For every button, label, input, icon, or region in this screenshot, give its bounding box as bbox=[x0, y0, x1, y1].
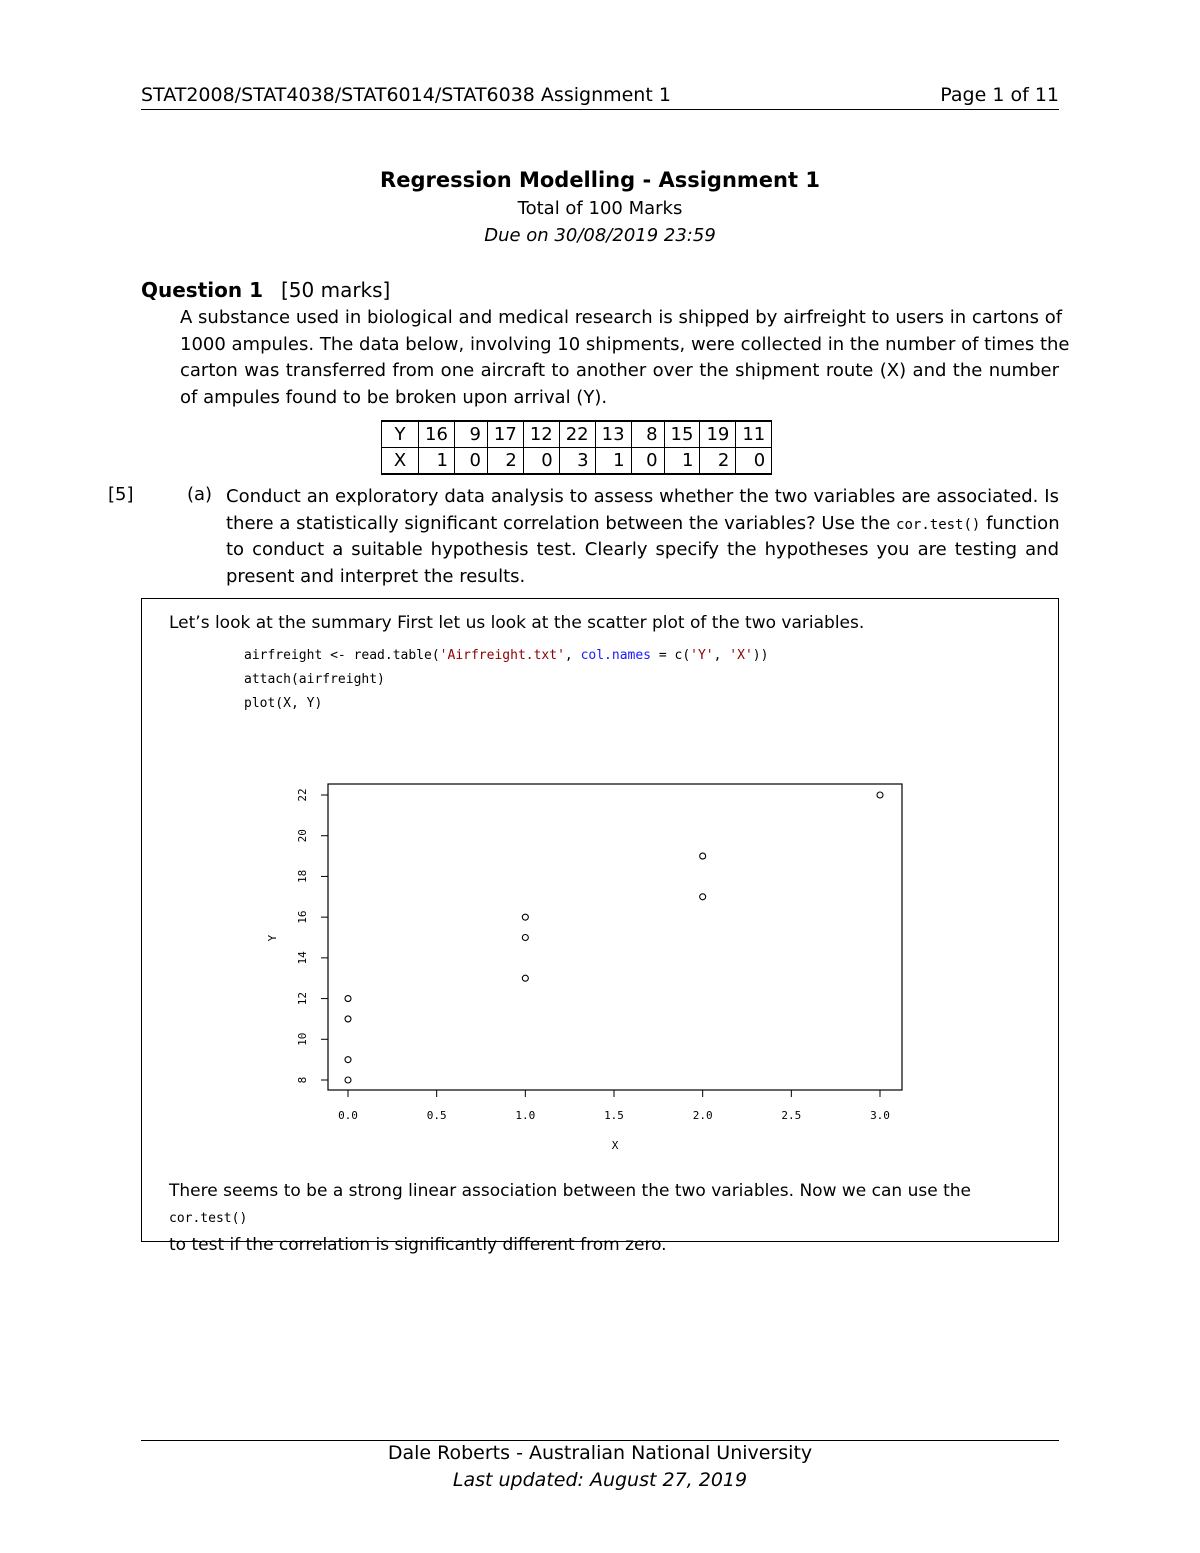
part-a-text bbox=[226, 484, 1059, 590]
table-cell: 11 bbox=[736, 421, 772, 448]
table-row-x bbox=[382, 448, 772, 475]
question-line: carton was transferred from one aircraft to another over the shipment route (X) and the number bbox=[180, 360, 1059, 382]
code-token: , bbox=[564, 648, 581, 663]
data-point bbox=[522, 935, 528, 941]
part-a-label: (a) bbox=[187, 484, 213, 505]
part-a-line2-text: there a statistically significant correlation between the variables? Use the bbox=[226, 512, 891, 534]
x-tick-label: 0.5 bbox=[426, 1109, 447, 1122]
table-cell: 3 bbox=[559, 448, 595, 475]
table-cell: 17 bbox=[487, 421, 523, 448]
y-axis bbox=[296, 788, 328, 1083]
question-label: Question 1 bbox=[141, 278, 263, 302]
footer-updated: Last updated: August 27, 2019 bbox=[452, 1469, 748, 1491]
scatter-plot bbox=[250, 770, 930, 1160]
code-token: airfreight <- read.table( bbox=[244, 648, 440, 663]
header-rule bbox=[141, 109, 1059, 110]
data-point bbox=[522, 975, 528, 981]
table-cell: 0 bbox=[454, 448, 487, 475]
table-row-y bbox=[382, 421, 772, 448]
plot-frame bbox=[328, 784, 902, 1090]
part-a-line2-end: function bbox=[986, 512, 1060, 534]
code-argument: col.names bbox=[580, 648, 652, 663]
total-marks: Total of 100 Marks bbox=[517, 198, 683, 219]
part-a-marks: [5] bbox=[108, 484, 134, 505]
y-tick-label: 22 bbox=[296, 788, 309, 802]
table-cell: 9 bbox=[454, 421, 487, 448]
inline-code: cor.test() bbox=[896, 516, 981, 533]
question-text bbox=[180, 305, 1070, 411]
code-token: = c( bbox=[651, 648, 691, 663]
y-tick-label: 18 bbox=[296, 869, 309, 884]
document-title: Regression Modelling - Assignment 1 bbox=[380, 168, 820, 192]
x-tick-label: 0.0 bbox=[338, 1109, 358, 1122]
y-tick-label: 14 bbox=[296, 951, 309, 965]
table-cell: 2 bbox=[700, 448, 736, 475]
footer-author: Dale Roberts - Australian National University bbox=[387, 1442, 813, 1464]
data-point bbox=[345, 996, 351, 1002]
table-cell: 0 bbox=[523, 448, 559, 475]
part-a-line bbox=[226, 511, 1059, 538]
code-line: attach(airfreight) bbox=[244, 672, 385, 687]
y-tick-label: 8 bbox=[296, 1076, 309, 1084]
data-point bbox=[877, 792, 883, 798]
table-cell: 13 bbox=[595, 421, 631, 448]
footer-rule bbox=[141, 1440, 1059, 1441]
conclusion-text: to test if the correlation is significantly different from zero. bbox=[169, 1235, 667, 1255]
x-axis bbox=[338, 1090, 890, 1122]
inline-code: cor.test() bbox=[169, 1211, 248, 1226]
x-axis-label: X bbox=[611, 1139, 619, 1152]
table-cell: 2 bbox=[487, 448, 523, 475]
question-heading bbox=[141, 278, 390, 302]
code-string: 'Airfreight.txt' bbox=[439, 648, 565, 663]
y-tick-label: 10 bbox=[296, 1032, 309, 1046]
due-date: Due on 30/08/2019 23:59 bbox=[484, 225, 716, 246]
header-page-number: Page 1 of 11 bbox=[940, 84, 1059, 106]
table-cell: 15 bbox=[664, 421, 700, 448]
data-point bbox=[345, 1057, 351, 1063]
table-row-label: Y bbox=[382, 421, 419, 448]
table-cell: 1 bbox=[664, 448, 700, 475]
answer-conclusion bbox=[169, 1178, 1032, 1258]
code-string: 'Y' bbox=[690, 648, 714, 663]
code-token: )) bbox=[752, 648, 769, 663]
part-a-line: Conduct an exploratory data analysis to assess whether the two variables are associated. Is bbox=[226, 486, 1059, 507]
code-line: plot(X, Y) bbox=[244, 696, 323, 711]
data-point bbox=[700, 894, 706, 900]
question-line: of ampules found to be broken upon arrival (Y). bbox=[180, 386, 608, 408]
table-cell: 0 bbox=[736, 448, 772, 475]
data-point bbox=[345, 1077, 351, 1083]
code-token: , bbox=[713, 648, 730, 663]
data-table bbox=[381, 420, 772, 475]
x-tick-label: 3.0 bbox=[870, 1109, 890, 1122]
code-line bbox=[244, 648, 768, 663]
question-marks: [50 marks] bbox=[280, 278, 391, 302]
data-point bbox=[522, 914, 528, 920]
table-cell: 16 bbox=[419, 421, 455, 448]
y-axis-label: Y bbox=[266, 934, 279, 942]
data-points bbox=[345, 792, 883, 1083]
question-line: 1000 ampules. The data below, involving 10 shipments, were collected in the number of times the bbox=[180, 333, 1070, 355]
x-tick-label: 1.5 bbox=[604, 1109, 624, 1122]
table-cell: 8 bbox=[631, 421, 664, 448]
table-row-label: X bbox=[382, 448, 419, 475]
part-a-line: to conduct a suitable hypothesis test. Clearly specify the hypotheses you are testing and bbox=[226, 539, 1059, 561]
data-point bbox=[700, 853, 706, 859]
table-cell: 22 bbox=[559, 421, 595, 448]
x-tick-label: 1.0 bbox=[515, 1109, 536, 1122]
code-string: 'X' bbox=[729, 648, 753, 663]
table-cell: 1 bbox=[419, 448, 455, 475]
table-cell: 0 bbox=[631, 448, 664, 475]
answer-intro: Let’s look at the summary First let us look at the scatter plot of the two variables. bbox=[169, 613, 865, 633]
header-course: STAT2008/STAT4038/STAT6014/STAT6038 Assignment 1 bbox=[141, 84, 671, 106]
data-point bbox=[345, 1016, 351, 1022]
part-a-line: present and interpret the results. bbox=[226, 565, 526, 587]
x-tick-label: 2.5 bbox=[781, 1109, 802, 1122]
table-cell: 1 bbox=[595, 448, 631, 475]
y-tick-label: 20 bbox=[296, 829, 309, 843]
y-tick-label: 12 bbox=[296, 991, 309, 1006]
conclusion-text: There seems to be a strong linear association between the two variables. Now we can use the bbox=[169, 1181, 971, 1201]
question-line: A substance used in biological and medical research is shipped by airfreight to users in cartons of bbox=[180, 307, 1063, 328]
y-tick-label: 16 bbox=[296, 910, 309, 924]
x-tick-label: 2.0 bbox=[692, 1109, 713, 1122]
table-cell: 19 bbox=[700, 421, 736, 448]
table-cell: 12 bbox=[523, 421, 559, 448]
